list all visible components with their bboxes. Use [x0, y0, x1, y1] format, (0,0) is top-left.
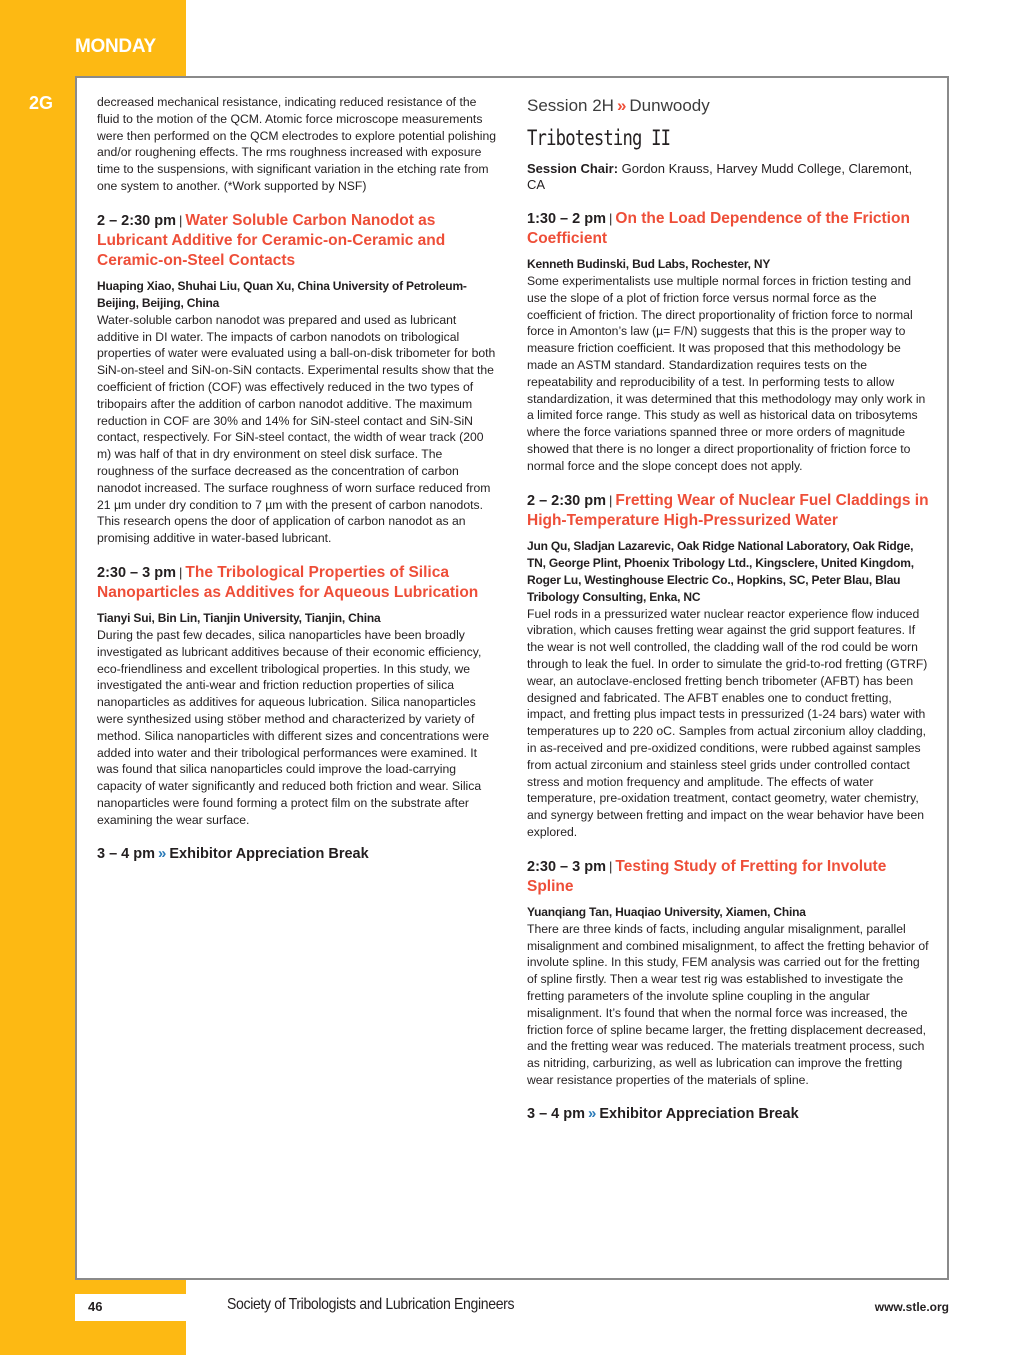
break-time: 3 – 4 pm [97, 845, 156, 862]
talk-abstract: There are three kinds of facts, including angular misalignment, parallel misalignment and combined misalignment, to affect the fretting behavior of involute spline. In this study, FEM analysis was carried out for the fretting of spline firstly. Then a wear test rig was established to investigate the fretting parameters of the involute spline coupling in the angular misalignment. It’s found that when the normal force was increased, the friction force of spline became larger, the fretting displacement decreased, and the fretting wear was reduced. The materials treatment process, such as nitriding, carburizing, as well as lubrication can improve the fretting wear resistance properties of the materials of spline. [527, 921, 929, 1087]
talk-title: Water Soluble Carbon Nanodot as Lubricant Additive for Ceramic-on-Ceramic and Ceramic-on-Steel Contacts [97, 211, 446, 269]
chevron-right-icon: » [158, 844, 167, 862]
talk-heading [97, 211, 497, 271]
separator-icon: | [609, 858, 613, 874]
talk-authors: Yuanqiang Tan, Huaqiao University, Xiamen, China [527, 904, 806, 919]
talk-time: 2 – 2:30 pm [527, 492, 606, 509]
footer-title: Society of Tribologists and Lubrication Engineers [227, 1296, 515, 1313]
break-label: Exhibitor Appreciation Break [169, 845, 369, 862]
talk-heading [527, 209, 929, 249]
right-column [527, 94, 929, 1122]
page-number: 46 [88, 1299, 103, 1314]
talk-abstract: Water-soluble carbon nanodot was prepared and used as lubricant additive in DI water. The impacts of carbon nanodots on tribological properties of water were evaluated using a ball-on-disk tribometer for both SiN-on-steel and SiN-on-SiN contacts. Experimental results show that the coefficient of friction (COF) was effectively reduced in the two types of tribopairs after the addition of carbon nanodot additive. The maximum reduction in COF are 30% and 14% for SiN-steel contact and SiN-SiN contact, respectively. For SiN-steel contact, the width of wear track (200 m) was half of that in dry environment on steel disk surface. The roughness of the surface decreased as the concentration of carbon nanodot increased. The surface roughness of worn surface reduced from 21 µm under dry condition to 7 µm with the present of carbon nanodots. This research opens the door of application of carbon nanodot as an promising additive in water-based lubricant. [97, 312, 496, 546]
talk-authors: Jun Qu, Sladjan Lazarevic, Oak Ridge National Laboratory, Oak Ridge, TN, George Plint, Phoenix Tribology Ltd., Kingsclere, United Kingdom, Roger Lu, Westinghouse Electric Co., Hopkins, SC, Peter Blau, Blau Tribology Consulting, Enka, NC [527, 538, 914, 604]
talk-abstract: Fuel rods in a pressurized water nuclear reactor experience flow induced vibration, which causes fretting wear against the grid support features. If the wear is not well controlled, the cladding wall of the rod could be worn through to leak the fuel. In order to simulate the grid-to-rod fretting (GTRF) wear, an autoclave-enclosed fretting bench tribometer (AFBT) has been designed and fabricated. The AFBT enables one to conduct fretting, impact, and fretting plus impact tests in pressurized (1-24 bars) water with temperatures up to 220 oC. Samples from actual zirconium alloy cladding, in as-received and pre-oxidized conditions, were rubbed against samples from actual zirconium and stainless steel grids under controlled contact stress and motion frequency and amplitude. The effects of water temperature, pre-oxidation treatment, contact geometry, water chemistry, and synergy between fretting and impact on the wear behavior have been explored. [527, 606, 928, 839]
chair-name: Gordon Krauss, Harvey Mudd College, Claremont, CA [527, 161, 913, 192]
break-time: 3 – 4 pm [527, 1105, 586, 1122]
header-band [186, 0, 1024, 76]
talk-authors: Tianyi Sui, Bin Lin, Tianjin University, Tianjin, China [97, 610, 381, 625]
talk-title: Fretting Wear of Nuclear Fuel Claddings in High-Temperature High-Pressurized Water [527, 491, 929, 529]
left-column [97, 94, 497, 862]
talk-time: 2 – 2:30 pm [97, 212, 176, 229]
separator-icon: | [179, 212, 183, 228]
talk-abstract: Some experimentalists use multiple normal forces in friction testing and use the slope of a plot of friction force versus normal force as the coefficient of friction. The direct proportionality of friction force to normal force in Amonton’s law (µ= F/N) suggests that this is the proper way to measure friction coefficient. It was proposed that this methodology be made an ASTM standard. Standardization requires tests on the repeatability and reproducibility of a test. In performing tests to allow standardization, it was determined that this methodology may only work in a limited force range. This study as well as historical data on tribosytems where the force variations spanned three or more orders of magnitude showed that there is no longer a direct proportionality of friction force to normal force and the slope concept does not apply. [527, 274, 926, 473]
talk-title: Testing Study of Fretting for Involute Spline [527, 857, 887, 895]
session-header [527, 95, 929, 117]
talk-time: 2:30 – 3 pm [97, 564, 176, 581]
break-label: Exhibitor Appreciation Break [599, 1105, 799, 1122]
session-number: Session 2H [527, 96, 614, 115]
chair-label: Session Chair: [527, 161, 619, 176]
break-heading [527, 1106, 929, 1123]
talk-title: On the Load Dependence of the Friction Coefficient [527, 210, 910, 247]
session-chair [527, 161, 929, 193]
session-code-tab: 2G [29, 93, 54, 113]
session-room: Dunwoody [629, 96, 710, 115]
talk-heading [527, 491, 929, 531]
chevron-right-icon: » [588, 1104, 597, 1122]
talk-title: The Tribological Properties of Silica Nanoparticles as Additives for Aqueous Lubrication [97, 563, 479, 601]
session-title: Tribotesting II [527, 126, 671, 150]
continued-abstract: decreased mechanical resistance, indicating reduced resistance of the fluid to the motion of the QCM. Atomic force microscope measurements were then performed on the QCM electrodes to explore potential polishing and/or roughening effects. The rms roughness increased with exposure time to the suspensions, with significant variation in the etching rate from one system to another. (*Work supported by NSF) [97, 95, 497, 193]
talk-time: 2:30 – 3 pm [527, 858, 606, 875]
break-heading [97, 846, 497, 863]
separator-icon: | [179, 564, 183, 580]
talk-time: 1:30 – 2 pm [527, 211, 606, 227]
separator-icon: | [609, 211, 613, 226]
separator-icon: | [609, 492, 613, 508]
talk-authors: Huaping Xiao, Shuhai Liu, Quan Xu, China University of Petroleum-Beijing, Beijing, China [97, 278, 467, 310]
talk-heading [527, 857, 929, 897]
talk-abstract: During the past few decades, silica nanoparticles have been broadly investigated as lubricant additives because of their economic efficiency, eco-friendliness and excellent tribological properties. In this study, we investigated the anti-wear and friction reduction properties of silica nanoparticles as additives for aqueous lubrication. Silica nanoparticles were synthesized using stöber method and characterized by variety of method. Silica nanoparticles with different sizes and concentrations were added into water and their tribological performances were examined. It was found that silica nanoparticles could improve the load-carrying capacity of water significantly and reduced both friction and wear. Silica nanoparticles were found forming a protect film on the substrate after examining the wear surface. [97, 627, 490, 827]
chevron-right-icon: » [616, 96, 627, 115]
talk-heading [97, 563, 497, 603]
footer-url: www.stle.org [874, 1300, 949, 1314]
day-label: MONDAY [75, 36, 156, 57]
talk-authors: Kenneth Budinski, Bud Labs, Rochester, NY [527, 257, 771, 271]
